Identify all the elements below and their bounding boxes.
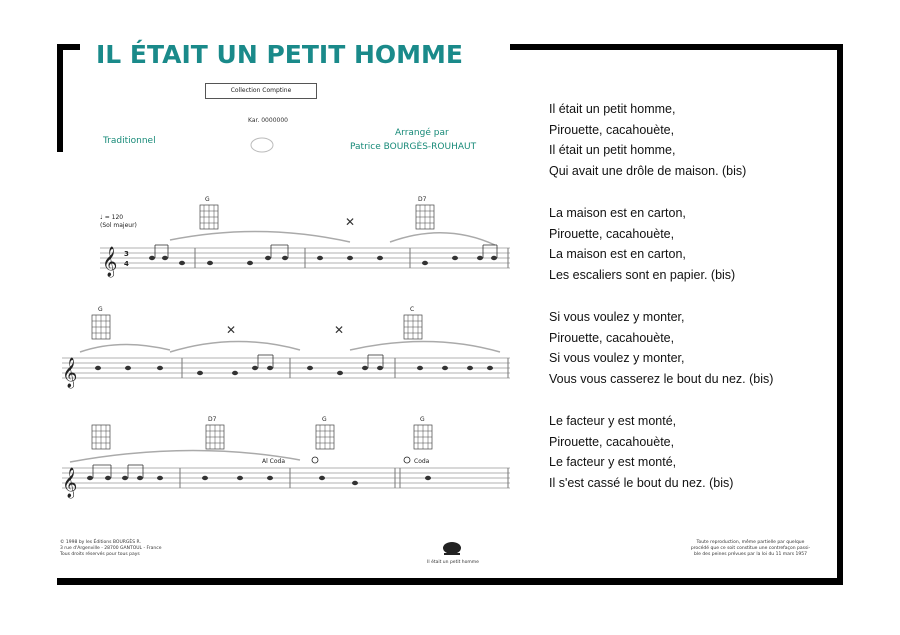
staff-system-3 (62, 416, 510, 499)
lyric-line: Pirouette, cacahouète, (549, 226, 675, 241)
svg-text:3: 3 (124, 250, 129, 258)
tempo-key: (Sol majeur) (100, 222, 137, 229)
arranger-label: Arrangé par (395, 128, 449, 138)
song-title: IL ÉTAIT UN PETIT HOMME (96, 40, 463, 69)
lyrics-stanza (549, 411, 773, 493)
svg-text:✕: ✕ (345, 215, 356, 229)
chord-diagram (416, 196, 434, 229)
logo-caption: Il était un petit homme (427, 560, 479, 565)
lyric-line: La maison est en carton, (549, 206, 686, 220)
lyric-line: Le facteur y est monté, (549, 414, 677, 428)
coda-symbol-icon (312, 457, 318, 463)
svg-text:✕: ✕ (334, 323, 345, 337)
tempo-value: ♩ = 120 (100, 214, 124, 221)
staff-system-2 (62, 306, 510, 389)
lyric-line: Le facteur y est monté, (549, 455, 677, 469)
chord-name: G (322, 416, 327, 423)
treble-clef-icon: 𝄞 (102, 247, 118, 277)
legal-notice (668, 540, 833, 558)
copyright-line: 3 rue d'Argenville - 28700 GANTOUL - France (60, 546, 162, 551)
coda-marker: Coda (414, 458, 430, 465)
chord-name: G (98, 306, 103, 313)
lyrics-stanza (549, 99, 773, 181)
copyright-notice (60, 540, 162, 558)
legal-line: procédé que ce soit constitue une contrefaçon passi- (690, 546, 811, 551)
chord-name: G (205, 196, 210, 203)
lyric-line: Vous vous casserez le bout du nez. (bis) (549, 371, 774, 386)
chord-name: D7 (418, 196, 427, 203)
legal-line: Toute reproduction, même partielle par quelque (696, 540, 805, 545)
lyric-line: Pirouette, cacahouète, (549, 434, 675, 449)
chord-name: D7 (208, 416, 217, 423)
lyric-line: Si vous voulez y monter, (549, 310, 685, 324)
chord-name: G (420, 416, 425, 423)
lyric-line: La maison est en carton, (549, 247, 686, 261)
arranger-name: Patrice BOURGÈS-ROUHAUT (350, 142, 477, 152)
chord-name: C (410, 306, 415, 313)
chord-diagram (92, 425, 110, 449)
chord-diagram (206, 416, 224, 449)
lyrics-stanza (549, 203, 773, 285)
legal-line: ble des peines prévues par la loi du 11 mars 1957 (694, 552, 807, 557)
al-coda-marker: Al Coda (262, 458, 286, 465)
lyric-line: Les escaliers sont en papier. (bis) (549, 267, 736, 282)
staff-system-1 (100, 196, 510, 278)
decorative-illustration (251, 138, 273, 152)
traditional-label: Traditionnel (103, 136, 156, 146)
coda-symbol-icon (404, 457, 410, 463)
chord-diagram (92, 306, 110, 339)
lyrics-block (549, 99, 773, 515)
chord-diagram (200, 196, 218, 229)
collection-label: Collection Comptine (205, 83, 317, 99)
key-label: Kar. 0000000 (248, 117, 288, 124)
svg-text:4: 4 (124, 260, 129, 268)
chord-diagram (316, 416, 334, 449)
lyric-line: Il était un petit homme, (549, 143, 676, 157)
copyright-line: © 1998 by les Éditions BOURGÈS R. (60, 540, 141, 545)
lyric-line: Pirouette, cacahouète, (549, 330, 675, 345)
lyric-line: Qui avait une drôle de maison. (bis) (549, 163, 747, 178)
publisher-logo (443, 542, 461, 555)
svg-text:✕: ✕ (226, 323, 237, 337)
chord-diagram (414, 416, 432, 449)
treble-clef-icon: 𝄞 (62, 358, 78, 388)
chord-diagram (404, 306, 422, 339)
treble-clef-icon: 𝄞 (62, 468, 78, 498)
lyric-line: Il s'est cassé le bout du nez. (bis) (549, 475, 734, 490)
lyric-line: Pirouette, cacahouète, (549, 122, 675, 137)
lyric-line: Si vous voulez y monter, (549, 351, 685, 365)
lyrics-stanza (549, 307, 773, 389)
lyric-line: Il était un petit homme, (549, 102, 676, 116)
copyright-line: Tous droits réservés pour tous pays (60, 552, 140, 557)
